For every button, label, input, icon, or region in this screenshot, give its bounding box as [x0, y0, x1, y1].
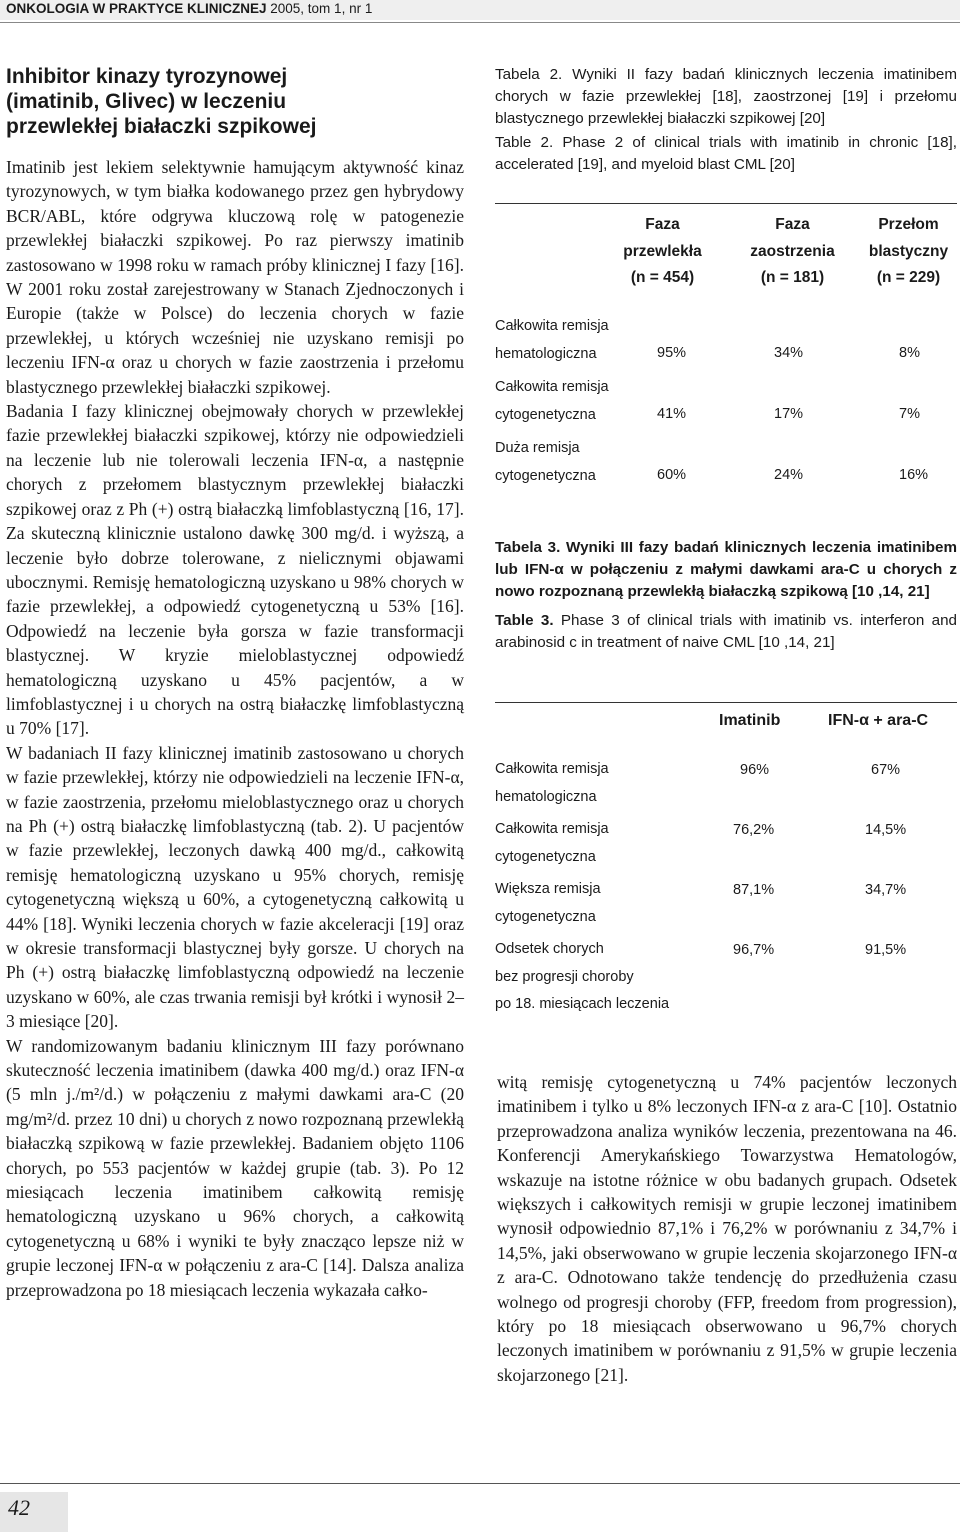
- journal-issue: 2005, tom 1, nr 1: [266, 1, 373, 16]
- table2-col-header: Faza przewlekła (n = 454): [623, 216, 702, 286]
- body-paragraph: witą remisję cytogenetyczną u 74% pacjentów leczonych imatinibem i tylko u 8% leczonych IFN-α z ara-C [10]. Ostatnio przeprowadzona analiza wyników leczenia, prezentowana na 46. Konferencji Amerykańskiego Towarzystwa Hematologów, wskazuje na istotne różnice w obu badanych grupach. Odsetek większych i całkowitych remisji w grupie leczonej imatinibem wynosił odpowiednio 87,1% i 76,2% w porównaniu z 34,7% i 14,5%, jaki obserwowano w grupie leczenia skojarzonego IFN-α z ara-C. Odnotowano także tendencję do przedłużenia czasu wolnego od progresji choroby (FFP, freedom from progression), który po 18 miesiącach obserwowano u 96,7% chorych leczonych imatinibem w porównaniu z 91,5% w grupie leczenia skojarzonego [21].: [497, 1072, 957, 1385]
- table2-row-label: Całkowita remisja cytogenetyczna: [495, 379, 609, 423]
- table3-cell: 91,5%: [865, 942, 907, 958]
- right-column-body: [497, 1070, 957, 1387]
- body-paragraph: Imatinib jest lekiem selektywnie hamującym aktywność kinaz tyrozynowych, w tym białka kodowanego przez gen hybrydowy BCR/ABL, które odgrywa kluczową rolę w patogenezie przewlekłej białaczki szpikowej. Po raz pierwszy imatinib zastosowano w 1998 roku w ramach próby klinicznej I fazy [16]. W 2001 roku został zarejestrowany w Stanach Zjednoczonych i Europie (także w Polsce) do leczenia chorych w fazie przewlekłej, u których wcześniej nie uzyskano remisji po leczeniu IFN-α oraz u chorych w fazie zaostrzenia i przełomu blastycznego przewlekłej białaczki szpikowej.: [6, 157, 464, 397]
- table2-cell: 7%: [899, 406, 920, 422]
- table2-cell: 17%: [774, 406, 804, 422]
- left-column-body: [6, 155, 464, 1302]
- table2-cell: 16%: [899, 467, 929, 483]
- table2-cell: 24%: [774, 467, 804, 483]
- table2-cell: 95%: [657, 345, 687, 361]
- header-divider: [0, 22, 960, 23]
- table2-caption-pl: Tabela 2. Wyniki II fazy badań klinicznych leczenia imatinibem chorych w fazie przewlekłej [18], zaostrzonej [19] i przełomu blastycznego przewlekłej białaczki szpikowej [20]: [495, 66, 957, 127]
- table2-cell: 41%: [657, 406, 687, 422]
- table3-cell: 96,7%: [733, 942, 775, 958]
- table2-label-pl: Tabela 2.: [495, 66, 563, 83]
- table3-cell: 34,7%: [865, 882, 907, 898]
- table3-top-rule: [495, 702, 957, 703]
- body-paragraph: W randomizowanym badaniu klinicznym III fazy porównano skuteczność leczenia imatinibem (dawka 400 mg/d.) oraz IFN-α (5 mln j./m²/d.) w połączeniu z małymi dawkami ara-C (20 mg/m²/d. przez 10 dni) u chorych z nowo rozpoznaną przewlekłą białaczką szpikową w fazie przewlekłej. Badaniem objęto 1106 chorych, po 553 pacjentów w każdej grupie (tab. 3). Po 12 miesiącach leczenia imatinibem całkowitą remisję hematologiczną uzyskano u 96% chorych, a całkowitą cytogenetyczną u 68% i wyniki te były znacząco lepsze niż w grupie leczonej IFN-α w połączeniu z ara-C [14]. Dalsza analiza przeprowadzona po 18 miesiącach leczenia wykazała całko-: [6, 1035, 464, 1300]
- table3-cell: 96%: [740, 762, 770, 778]
- journal-name: ONKOLOGIA W PRAKTYCE KLINICZNEJ: [6, 1, 267, 16]
- table2-row-label: Całkowita remisja hematologiczna: [495, 318, 609, 362]
- table2-top-rule: [495, 203, 957, 204]
- table3-cell: 87,1%: [733, 882, 775, 898]
- table3-cell: 67%: [871, 762, 901, 778]
- table2-cell: 34%: [774, 345, 804, 361]
- table3-caption-pl: Tabela 3. Wyniki III fazy badań klinicznych leczenia imatinibem lub IFN-α w połączeniu z małymi dawkami ara-C u chorych z nowo rozpoznaną przewlekłą białaczką szpikową [10 ,14, 21]: [495, 539, 957, 600]
- title-line: przewlekłej białaczki szpikowej: [6, 115, 317, 138]
- table3-col-header: Imatinib: [719, 712, 781, 729]
- footer-divider: [0, 1483, 960, 1484]
- body-paragraph: Badania I fazy klinicznej obejmowały chorych w przewlekłej fazie przewlekłej białaczki szpikowej, którzy nie odpowiedzieli na leczenie lub nie tolerowali leczenia IFN-α, a następnie chorych z przełomem blastycznym przewlekłej białaczki szpikowej oraz z Ph (+) ostrą białaczką limfoblastyczną [16, 17]. Za skuteczną klinicznie ustalono dawkę 300 mg/d. i wyższą, a leczenie było dobrze tolerowane, z nielicznymi objawami ubocznymi. Remisję hematologiczną uzyskano u 98% chorych w fazie przewlekłej, a odpowiedź cytogenetyczną u 53% [16]. Odpowiedź na leczenie była gorsza w fazie transformacji blastycznej. W kryzie mieloblastycznej odpowiedź hematologiczną uzyskano u 45% pacjentów, a w limfoblastycznej i u chorych na ostrą białaczkę limfoblastyczną u 70% [17].: [6, 401, 464, 739]
- table3-row-label: Całkowita remisja hematologiczna: [495, 761, 609, 805]
- table2-cell: 8%: [899, 345, 920, 361]
- table2-caption-en: Table 2. Phase 2 of clinical trials with imatinib in chronic [18], accelerated [19], and myeloid blast CML [20]: [495, 134, 957, 173]
- table2-caption: [495, 64, 957, 176]
- table2-col-header: Faza zaostrzenia (n = 181): [750, 216, 835, 286]
- table3-row-label: Odsetek chorych bez progresji choroby po 18. miesiącach leczenia: [495, 941, 670, 1012]
- table3-cell: 76,2%: [733, 822, 775, 838]
- table3-col-header: IFN-α + ara-C: [828, 712, 929, 729]
- table3-label-en: Table 3.: [495, 612, 554, 629]
- table3-caption: [495, 537, 957, 654]
- article-title: [6, 64, 476, 139]
- table3-cell: 14,5%: [865, 822, 907, 838]
- table2-label-en: Table 2.: [495, 134, 554, 151]
- table2-col-header: Przełom blastyczny (n = 229): [868, 216, 949, 286]
- table2-cell: 60%: [657, 467, 687, 483]
- running-header: [6, 1, 372, 16]
- page-number: 42: [8, 1495, 30, 1520]
- title-line: Inhibitor kinazy tyrozynowej: [6, 65, 288, 88]
- table3-row-label: Całkowita remisja cytogenetyczna: [495, 821, 609, 865]
- table2-row-label: Duża remisja cytogenetyczna: [495, 440, 596, 484]
- table3-caption-en: Table 3. Phase 3 of clinical trials with imatinib vs. interferon and arabinosid c in treatment of naive CML [10 ,14, 21]: [495, 612, 957, 651]
- title-line: (imatinib, Glivec) w leczeniu: [6, 90, 287, 113]
- table3-row-label: Większa remisja cytogenetyczna: [495, 881, 601, 925]
- body-paragraph: W badaniach II fazy klinicznej imatinib zastosowano u chorych w fazie przewlekłej, którzy nie odpowiedzieli na leczenie IFN-α, w fazie zaostrzenia, przełomu mieloblastycznego oraz u chorych na Ph (+) ostrą białaczkę limfoblastyczną (tab. 2). U pacjentów w fazie przewlekłej, leczonych dawką 400 mg/d., całkowitą remisję hematologiczną uzyskano u 95% chorych, remisję cytogenetyczną większą u 60%, a cytogenetyczną całkowitą u 44% [18]. Wyniki leczenia chorych w fazie akceleracji [19] oraz w okresie transformacji blastycznej były gorsze. U chorych na Ph (+) ostrą białaczkę limfoblastyczną odpowiedź na leczenie uzyskano w 60%, ale czas trwania remisji był krótki i wynosił 2–3 miesiące [20].: [6, 742, 464, 1032]
